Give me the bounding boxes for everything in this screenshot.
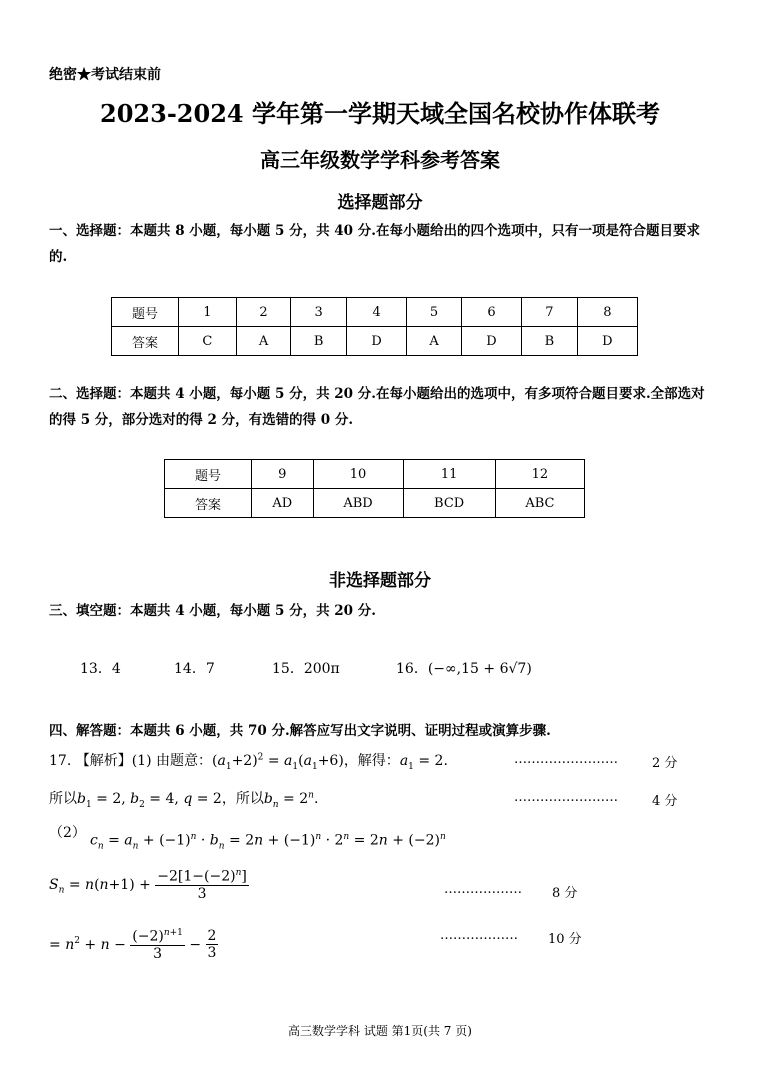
equation-sn-simplified: = $n^2 + n$ − $\frac{(-2)^{n+1}}{3}$ − $\frac{2}{3}$ — [49, 928, 217, 962]
fill-answer-14: 14．7 — [174, 661, 215, 677]
answer-cell: BCD — [403, 489, 495, 518]
q17-part2-label: （2） — [49, 825, 86, 841]
answer-cell: AD — [252, 489, 314, 518]
page-footer: 高三数学学科 试题 第1页(共 7 页) — [288, 1024, 472, 1038]
question-number: 11 — [403, 460, 495, 489]
question-number: 6 — [461, 298, 521, 327]
fill-answer-15: 15．200π — [272, 661, 340, 677]
equation-cn: $c_n = a_n + (-1)^n \cdot b_n = 2n + (-1)^n \cdot 2^n = 2n + (-2)^n$ — [90, 832, 446, 852]
table-row-answers — [112, 327, 638, 356]
row-label-number: 题号 — [165, 460, 252, 489]
section1-instructions: 一、选择题：本题共 8 小题，每小题 5 分，共 40 分.在每小题给出的四个选项中，只有一项是符合题目要求的. — [49, 223, 700, 265]
fill-answer-13: 13．4 — [80, 661, 121, 677]
confidential-label: 绝密★考试结束前 — [49, 67, 161, 83]
answer-cell: A — [407, 327, 462, 356]
part-choice-title: 选择题部分 — [337, 193, 423, 213]
answer-cell: B — [291, 327, 347, 356]
row-label-number: 题号 — [112, 298, 179, 327]
score-dots: ……………… — [444, 882, 522, 897]
answer-cell: A — [236, 327, 291, 356]
answer-cell: C — [179, 327, 237, 356]
equation: $(a_1+2)^2 = a_1(a_1+6)$ — [212, 752, 344, 772]
equation: $b_1 = 2$, $b_2 = 4$, q = 2 — [77, 791, 222, 810]
row-label-answer: 答案 — [165, 489, 252, 518]
question-number: 10 — [313, 460, 403, 489]
answer-cell: ABC — [495, 489, 584, 518]
question-number: 3 — [291, 298, 347, 327]
equation-sn: $S_n = n(n+1)$ + $\frac{-2[1-(-2)^n]}{3}$ — [49, 868, 247, 902]
answer-cell: D — [577, 327, 637, 356]
equation: $a_1 = 2$ — [399, 753, 444, 772]
table-row-numbers — [165, 460, 585, 489]
score-label: 2 分 — [652, 756, 678, 771]
section2-answer-table — [164, 459, 585, 518]
section3-instructions: 三、填空题：本题共 4 小题，每小题 5 分，共 20 分. — [49, 603, 376, 619]
q17-line2: 所以$b_1 = 2$, $b_2 = 4$, q = 2，所以$b_n = 2^n$. — [49, 790, 319, 810]
question-number: 4 — [346, 298, 406, 327]
table-row-numbers — [112, 298, 638, 327]
question-number: 1 — [179, 298, 237, 327]
exam-subtitle: 高三年级数学学科参考答案 — [260, 148, 500, 172]
score-label: 10 分 — [548, 932, 582, 947]
score-dots: …………………… — [514, 752, 618, 767]
score-label: 8 分 — [552, 886, 578, 901]
question-number: 12 — [495, 460, 584, 489]
answer-cell: D — [461, 327, 521, 356]
part-nonchoice-title: 非选择题部分 — [329, 571, 431, 591]
exam-title: 2023-2024 学年第一学期天域全国名校协作体联考 — [100, 99, 660, 128]
answer-cell: D — [346, 327, 406, 356]
question-number: 8 — [577, 298, 637, 327]
score-label: 4 分 — [652, 794, 678, 809]
answer-cell: ABD — [313, 489, 403, 518]
q17-line1: 17. 【解析】(1) 由题意：$(a_1+2)^2 = a_1(a_1+6)$，解得：$a_1 = 2$. — [49, 752, 448, 772]
section1-answer-table — [111, 297, 638, 356]
row-label-answer: 答案 — [112, 327, 179, 356]
question-number: 9 — [252, 460, 314, 489]
equation: $b_n = 2^n$ — [263, 790, 314, 810]
fill-answer-16: 16．(−∞,15 + 6√7) — [396, 661, 532, 677]
table-row-answers — [165, 489, 585, 518]
section2-instructions: 二、选择题：本题共 4 小题，每小题 5 分，共 20 分.在每小题给出的选项中，有多项符合题目要求.全部选对的得 5 分，部分选对的得 2 分，有选错的得 0 分. — [49, 386, 705, 428]
question-number: 7 — [522, 298, 578, 327]
score-dots: ……………… — [440, 928, 518, 943]
question-number: 2 — [236, 298, 291, 327]
question-number: 5 — [407, 298, 462, 327]
section4-instructions: 四、解答题：本题共 6 小题，共 70 分.解答应写出文字说明、证明过程或演算步骤. — [49, 723, 551, 739]
answer-cell: B — [522, 327, 578, 356]
score-dots: …………………… — [514, 790, 618, 805]
